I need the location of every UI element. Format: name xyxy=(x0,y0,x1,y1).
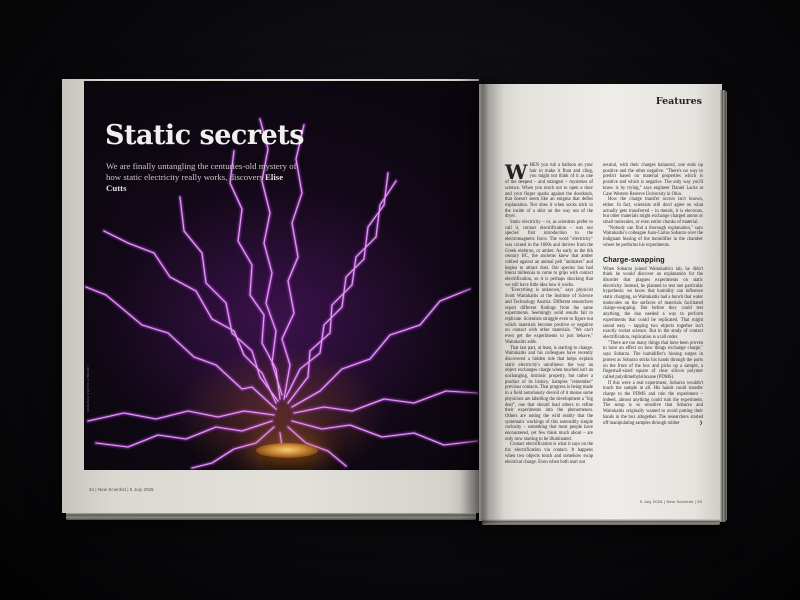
paragraph: "There are too many things that have been proven to have an effect on how things exchange charge," says Sobarzo. The humidifier's hissing surges in protest as Sobarzo sticks his hands through the ports on the front of the box and picks up a sample, a fingernail-sized square of clear silicon polymer called polydimethylsiloxane (PDMS). xyxy=(603,340,703,380)
left-page-folio: 34 | New Scientist | 5 July 2025 xyxy=(89,487,154,492)
crosshead: Charge-swapping xyxy=(603,254,665,264)
page-edges-bottom-left xyxy=(66,513,476,520)
paragraph: neutral, with their charges balanced, one ends up positive and the other negative. "There's no way to predict based on material properties which is positive and which is negative. The only way you'll know is by trying," says engineer Daniel Lacks at Case Western Reserve University in Ohio. xyxy=(603,163,703,197)
paragraph: How the charge transfer occurs isn't known, either. In fact, scientists still don't agree on what actually gets transferred – in metals, it is electrons, but other materials might exchange charged atoms or small molecules, or even entire chunks of material. xyxy=(603,197,703,226)
article-column-1 xyxy=(505,160,593,501)
plasma-electrode xyxy=(256,443,318,458)
paragraph: That last part, at least, is starting to change. Waitukaitis and his colleagues have recently discovered a hidden rule that helps explain static electricity's unruliness: the way an object exchanges charge when touched isn't an unchanging, intrinsic property, but rather a product of its history. Samples "remember" previous contacts. That progress is being made in a field notoriously devoid of it means some physicists are labelling the development a "big deal", one that should lead others to refine their experiments into the phenomenon. Others are noting the wild reality that the systematic workings of this ostensibly simple curiosity – something that most people have encountered, yet few think much about – are only now starting to be illuminated. xyxy=(505,345,593,442)
right-page-folio: 5 July 2025 | New Scientist | 35 xyxy=(639,499,702,504)
paragraph: "Nobody can find a thorough explanation," says Waitukaitis's colleague Juan-Carlos Sobarzo over the indignant hissing of the humidifier in the chamber where he performs his experiments. xyxy=(603,225,703,248)
photo-credit: SCIENCE PHOTO LIBRARY xyxy=(86,365,90,412)
standfirst-text: We are finally untangling the centuries-old mystery of how static electricity really works, discovers xyxy=(106,161,297,182)
left-page xyxy=(62,79,479,513)
section-label: Features xyxy=(655,96,702,107)
byline: Elise Cutts xyxy=(106,171,284,193)
magazine-spread xyxy=(62,78,726,524)
plasma-globe-photo xyxy=(84,81,479,470)
right-page xyxy=(479,84,722,521)
paragraph: Static electricity – or, as scientists prefer to call it, contact electrification – was our species' first introduction to the electromagnetic force. The word "electricity" was coined in the 1600s and derives from the Greek elektron, or amber. As early as the 6th century BC, the ancients knew that amber rubbed against an animal pelt "animates" and begins to attract dust. Our species has had literal millennia to come to grips with contact electrification, so it is perhaps shocking that we still have little idea how it works. xyxy=(505,220,593,288)
article-body xyxy=(505,160,703,501)
paragraph: When Sobarzo joined Waitukaitis's lab, he didn't think he would discover an explanation for the disorder that plagues experiments on static electricity. Instead, he planned to test one particular hypothesis: we know that humidity can influence static charging, so Waitukaitis had a hunch that water molecules on the surfaces of materials facilitated charge-swapping. But before they could test anything, the duo needed a way to perform experiments that could be replicated. That might sound easy – tapping two objects together isn't exactly rocket science. But in the study of contact electrification, replication is a tall order. xyxy=(603,266,703,340)
article-headline: Static secrets xyxy=(105,120,304,151)
column2-upper-paragraphs xyxy=(603,163,703,249)
article-column-2 xyxy=(603,163,703,501)
column2-lower-paragraphs xyxy=(603,267,703,427)
page-edges-right xyxy=(720,90,727,522)
paragraph: If this were a real experiment, Sobarzo wouldn't touch the sample at all. His hands could transfer charge to the PDMS and ruin the experiment – indeed, almost anything could ruin the experiment. The setup is so sensitive that Sobarzo and Waitukaitis originally wanted to avoid putting their hands in the box altogether. The researchers started off manipulating samples through rubber xyxy=(603,380,703,426)
paragraph: WHEN you rub a balloon on your hair to make it float and cling, you might not think of it as one of the deepest – and strangest – mysteries of science. When you reach out to open a door and your finger sparks against the doorknob, that doesn't seem like an enigma that defies explanation. Nor does it when socks stick to the inside of a shirt on the way out of the dryer. xyxy=(505,160,593,220)
standfirst xyxy=(106,161,298,193)
continuation-arrow-icon: ❯ xyxy=(699,420,703,426)
paragraph: Contact electrification is what it says on the tin: electrification via contact. It happens when two objects touch and somehow swap electrical charge. Even when both start out xyxy=(505,442,593,465)
headline-block xyxy=(105,121,335,193)
paragraph: "Everything is unknown," says physicist Scott Waitukaitis at the Institute of Science and Technology Austria. Different researchers report different findings from the same experiments. Seemingly solid results fail to replicate. Scientists struggle even to figure out which materials become positive or negative on contact with other materials. "We can't even get the experiments to just behave," Waitukaitis adds. xyxy=(505,288,593,345)
page-edges-bottom-right xyxy=(482,519,720,525)
